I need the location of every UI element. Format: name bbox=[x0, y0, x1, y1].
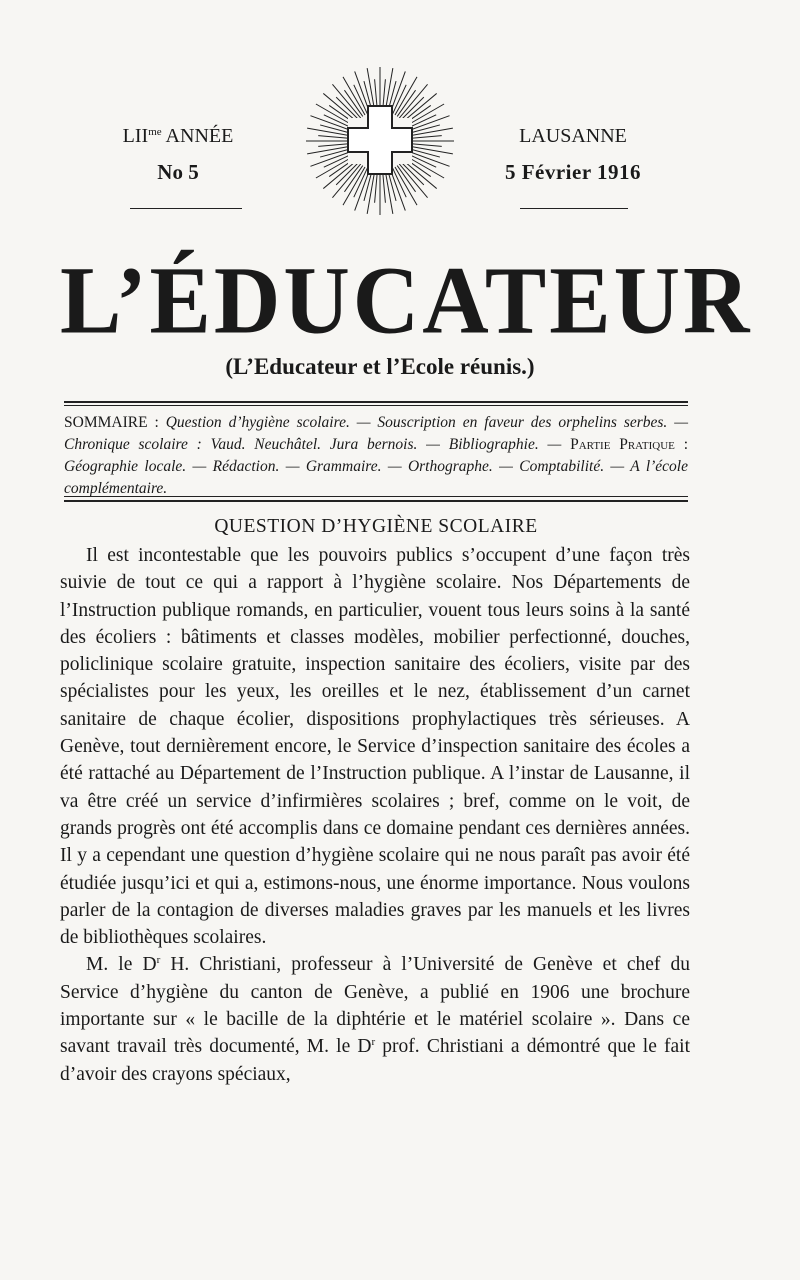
sunburst-ray bbox=[397, 90, 415, 116]
sunburst-ray bbox=[318, 144, 350, 147]
sunburst-ray bbox=[344, 90, 362, 116]
sunburst-ray bbox=[383, 171, 386, 203]
paragraph-2: M. le $D^r$ H. Christiani, professeur à l’Université de Genève et chef du Service d’hygiène du canton de Genève, a publié en 1906 une brochure importante sur « le bacille de la diphtérie et le matériel scolaire ». Dans ce savant travail très documenté, M. le $D^r$ prof. Christiani a démontré que le fait d’avoir des crayons spéciaux, bbox=[60, 954, 690, 1085]
year-label: $LII^{me}$ ANNÉE bbox=[122, 125, 234, 147]
issue-number: No 5 bbox=[157, 160, 199, 184]
sunburst-ray bbox=[336, 97, 359, 120]
sunburst-ray bbox=[318, 136, 350, 139]
swiss-cross-sunburst-icon bbox=[305, 66, 455, 216]
sunburst-ray bbox=[410, 146, 453, 154]
header-right bbox=[478, 122, 668, 186]
sommaire-text-a: Question d’hygiène scolaire. — Souscription en faveur des orphelins serbes. — Chronique scolaire : Vaud. Neuchâtel. Jura bernois. — Bibliographie. — bbox=[64, 414, 688, 453]
city: LAUSANNE bbox=[519, 125, 627, 147]
sunburst-ray bbox=[401, 97, 424, 120]
issue-date: 5 Février 1916 bbox=[504, 160, 642, 184]
header-left bbox=[98, 122, 258, 186]
paragraph-1: Il est incontestable que les pouvoirs publics s’occupent d’une façon très suivie de tout ce qui a rapport à l’hygiène scolaire. Nos Départements de l’Instruction publique romands, en particulier, vouent tous leurs soins à la santé des écoliers : bâtiments et classes modèles, mobilier perfectionné, douches, policlinique scolaire gratuite, inspection sanitaire des écoliers, visite par des spécialistes pour les yeux, les oreilles et le nez, établissement d’un carnet sanitaire de chaque écolier, dispositions prophylactiques très sérieuses. A Genève, tout dernièrement encore, le Service d’inspection sanitaire des écoles a été rattaché au Département de l’Instruction publique. A l’instar de Lausanne, il va être créé un service d’infirmières scolaires ; bref, comme on le voit, de grands progrès ont été accomplis dans ce domaine pendant ces dernières années. Il y a cependant une question d’hygiène scolaire qui ne nous paraît pas avoir été étudiée jusqu’ici et qui a, estimons-nous, une énorme importance. Nous voulons parler de la contagion de diverses maladies graves par les manuels et les livres de bibliothèques scolaires. bbox=[60, 545, 690, 949]
sunburst-ray bbox=[367, 171, 375, 214]
table-of-contents bbox=[64, 412, 688, 500]
sommaire-label: SOMMAIRE : bbox=[64, 414, 159, 431]
header-right-rule bbox=[520, 208, 628, 209]
article-body bbox=[60, 542, 690, 1088]
rule-bottom-thin bbox=[64, 496, 688, 497]
article-title: QUESTION D’HYGIÈNE SCOLAIRE bbox=[214, 516, 538, 537]
sunburst-ray bbox=[410, 144, 442, 147]
sunburst-ray bbox=[397, 166, 415, 192]
rule-top-thin bbox=[64, 405, 688, 406]
sunburst-ray bbox=[410, 136, 442, 139]
sunburst-ray bbox=[344, 166, 362, 192]
sunburst-ray bbox=[385, 68, 393, 111]
sunburst-ray bbox=[307, 146, 350, 154]
sunburst-ray bbox=[336, 162, 359, 185]
sunburst-ray bbox=[375, 171, 378, 203]
journal-subtitle: (L’Educateur et l’Ecole réunis.) bbox=[225, 354, 535, 379]
rule-top bbox=[64, 401, 688, 403]
header-left-rule bbox=[130, 208, 242, 209]
rule-bottom bbox=[64, 500, 688, 502]
sunburst-ray bbox=[307, 128, 350, 136]
sunburst-ray bbox=[401, 162, 424, 185]
sunburst-ray bbox=[385, 171, 393, 214]
journal-title: L’ÉDUCATEUR bbox=[60, 246, 753, 354]
sunburst-ray bbox=[367, 68, 375, 111]
sommaire-text-b: Géographie locale. — Rédaction. — Grammaire. — Orthographe. — Comptabilité. — A l’école complémentaire. bbox=[64, 458, 688, 497]
sommaire-partie: Partie Pratique : bbox=[570, 436, 688, 453]
sunburst-ray bbox=[410, 128, 453, 136]
